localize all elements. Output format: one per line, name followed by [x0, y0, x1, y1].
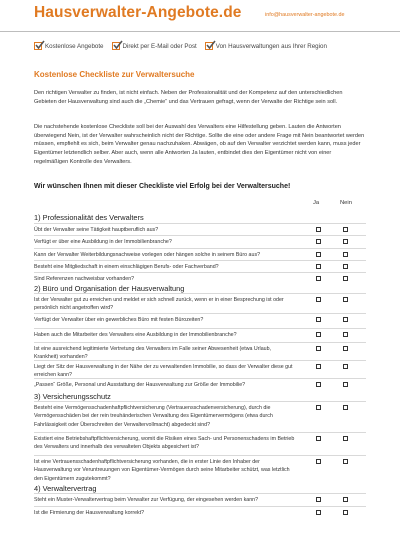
- checkbox-check-icon: [205, 42, 213, 50]
- yes-checkbox[interactable]: [316, 364, 321, 369]
- column-header-yes: Ja: [313, 200, 320, 206]
- checklist-row: [34, 313, 366, 329]
- section-title: 2) Büro und Organisation der Hausverwaltung: [34, 284, 185, 293]
- no-checkbox[interactable]: [343, 264, 348, 269]
- question-text: Übt der Verwalter seine Tätigkeit hauptberuflich aus?: [34, 227, 159, 233]
- yes-checkbox[interactable]: [316, 252, 321, 257]
- no-checkbox[interactable]: [343, 382, 348, 387]
- section-title: 3) Versicherungsschutz: [34, 392, 111, 401]
- yes-checkbox[interactable]: [316, 405, 321, 410]
- yes-checkbox[interactable]: [316, 510, 321, 515]
- page-title: Kostenlose Checkliste zur Verwaltersuche: [34, 70, 195, 79]
- yes-checkbox[interactable]: [316, 264, 321, 269]
- yes-checkbox[interactable]: [316, 227, 321, 232]
- intro-paragraph: Den richtigen Verwalter zu finden, ist nicht einfach. Neben der Professionalität und der Kompetenz auf den unterschiedlichen Gebieten der Hausverwaltung sind auch die „Chemie“ und das Vertrauen gefragt, wenn der Verwalte der Richtige sein soll.: [34, 90, 343, 105]
- no-checkbox[interactable]: [343, 364, 348, 369]
- yes-checkbox[interactable]: [316, 459, 321, 464]
- feature-list: [34, 42, 379, 50]
- checklist-row: [34, 360, 366, 379]
- question-text: Kann der Verwalter Weiterbildungsnachweise vorlegen oder hängen solche in seinem Büro aus?: [34, 252, 261, 258]
- feature-label: Direkt per E-Mail oder Post: [122, 42, 197, 50]
- no-checkbox[interactable]: [343, 346, 348, 351]
- question-text: Besteht eine Mitgliedschaft in einem einschlägigen Berufs- oder Fachverband?: [34, 264, 219, 270]
- section-title: 1) Professionalität des Verwalters: [34, 213, 144, 222]
- checklist-row: [34, 342, 366, 361]
- no-checkbox[interactable]: [343, 497, 348, 502]
- checklist-row: [34, 493, 366, 507]
- no-checkbox[interactable]: [343, 239, 348, 244]
- checklist-row: [34, 328, 366, 343]
- question-text: Ist eine ausreichend legitimierte Vertretung des Verwalters im Falle seiner Abwesenheit (etwa Urlaub, Krankheit) vorhanden?: [34, 346, 272, 361]
- no-checkbox[interactable]: [343, 252, 348, 257]
- column-header-no: Nein: [340, 200, 352, 206]
- question-text: Ist eine Vertrauensschadenhaftpflichtversicherung vorhanden, die in erster Linie den Inhaber der Hausverwaltung vor Veruntreuungen von Eigentümer-Vermögen durch seine Mitarbeiter schützt, was letztlich den Eigentümern zugutekommt?: [34, 459, 290, 482]
- question-text: Ist der Verwalter gut zu erreichen und meldet er sich schnell zurück, wenn er in einer Besprechung ist oder persönlich nicht angetroffen wird?: [34, 297, 284, 312]
- question-text: Sind Referenzen nachweisbar vorhanden?: [34, 276, 135, 282]
- question-text: Existiert eine Betriebshaftpflichtversicherung, womit die Risiken eines Sach- und Personenschadens im Betrieb des Verwalters und innerhalb des verwalteten Objekts abgesichert ist?: [34, 436, 295, 451]
- checklist-row: [34, 401, 366, 433]
- checklist-row: [34, 235, 366, 249]
- question-text: Ist die Firmierung der Hausverwaltung korrekt?: [34, 510, 145, 516]
- checklist-row: [34, 455, 366, 485]
- yes-checkbox[interactable]: [316, 497, 321, 502]
- checklist-row: [34, 506, 366, 521]
- question-text: Besteht eine Vermögensschadenhaftpflichtversicherung (Vertrauensschadenversicherung), durch die Vermögensschäden bei der rein treuhänderischen Verwaltung des Eigentümervermögens (etwa durch Fahrlässigkeit oder Überschreiten der Verwaltervollmacht) abgedeckt sind?: [34, 405, 273, 428]
- question-text: Verfügt der Verwalter über ein gewerbliches Büro mit festen Bürozeiten?: [34, 317, 204, 323]
- question-text: Steht ein Muster-Verwaltervertrag beim Verwalter zur Verfügung, der eingesehen werden kann?: [34, 497, 259, 503]
- no-checkbox[interactable]: [343, 405, 348, 410]
- no-checkbox[interactable]: [343, 436, 348, 441]
- feature-label: Kostenlose Angebote: [45, 42, 104, 50]
- feature-item: [34, 42, 104, 50]
- yes-checkbox[interactable]: [316, 436, 321, 441]
- no-checkbox[interactable]: [343, 459, 348, 464]
- checkbox-check-icon: [34, 42, 42, 50]
- no-checkbox[interactable]: [343, 332, 348, 337]
- no-checkbox[interactable]: [343, 317, 348, 322]
- no-checkbox[interactable]: [343, 510, 348, 515]
- question-text: „Passen“ Größe, Personal und Ausstattung der Hausverwaltung zur Größe der Immobilie?: [34, 382, 246, 388]
- no-checkbox[interactable]: [343, 276, 348, 281]
- yes-checkbox[interactable]: [316, 382, 321, 387]
- no-checkbox[interactable]: [343, 297, 348, 302]
- question-text: Liegt der Sitz der Hausverwaltung in der Nähe der zu verwaltenden Immobilie, so dass der Verwalter diese gut erreichen kann?: [34, 364, 293, 379]
- checklist-row: [34, 378, 366, 393]
- feature-label: Von Hausverwaltungen aus Ihrer Region: [215, 42, 327, 50]
- motto-line: Wir wünschen Ihnen mit dieser Checkliste viel Erfolg bei der Verwaltersuche!: [34, 183, 291, 190]
- checklist-row: [34, 432, 366, 456]
- yes-checkbox[interactable]: [316, 346, 321, 351]
- yes-checkbox[interactable]: [316, 239, 321, 244]
- feature-item: [112, 42, 197, 50]
- section-title: 4) Verwaltervertrag: [34, 484, 97, 493]
- no-checkbox[interactable]: [343, 227, 348, 232]
- brand-logo: Hausverwalter-Angebote.de: [34, 4, 242, 21]
- yes-checkbox[interactable]: [316, 332, 321, 337]
- checkbox-check-icon: [112, 42, 120, 50]
- contact-email[interactable]: info@hausverwalter-angebote.de: [265, 12, 345, 18]
- intro-paragraph: Die nachstehende kostenlose Checkliste soll bei der Auswahl des Verwalters eine Hilfestellung geben. Lauten die Antworten überwiegend Nein, ist der Verwalter wahrscheinlich nicht der Richtige. Sollte die eine oder andere Frage mit Nein beantwortet werden müssen, empfiehlt es sich, beim Verwalter genau nachzuhaken. Abwägen, ob auf den Verwalter verzichtet werden kann, muss jeder Eigentümer letztendlich selber. Aber auch, wenn alle Antworten Ja lauten, entbindet dies den Eigentümer nicht von einer regelmäßigen Kontrolle des Verwalters.: [34, 124, 365, 165]
- feature-item: [205, 42, 327, 50]
- checklist-row: [34, 293, 366, 314]
- yes-checkbox[interactable]: [316, 276, 321, 281]
- header-divider: [0, 31, 400, 32]
- yes-checkbox[interactable]: [316, 297, 321, 302]
- yes-checkbox[interactable]: [316, 317, 321, 322]
- question-text: Haben auch die Mitarbeiter des Verwalters eine Ausbildung in der Immobilienbranche?: [34, 332, 237, 338]
- question-text: Verfügt er über eine Ausbildung in der Immobilienbranche?: [34, 239, 172, 245]
